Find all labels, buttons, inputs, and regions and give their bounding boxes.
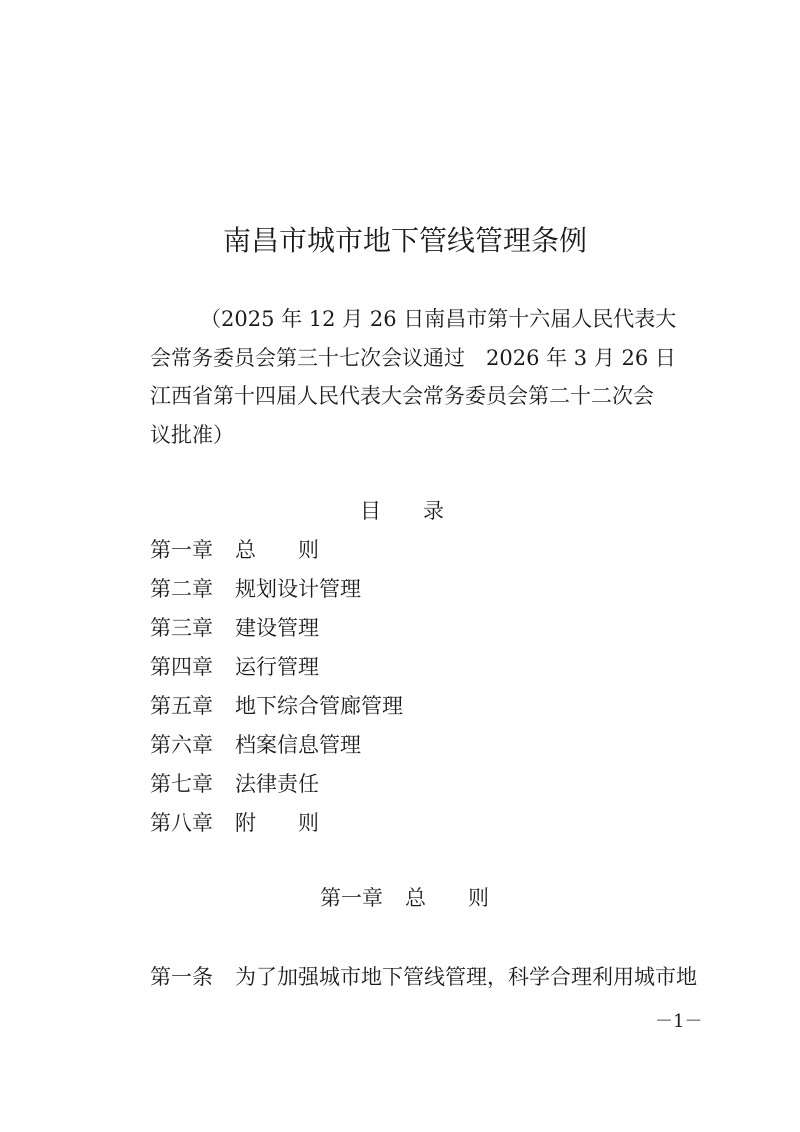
- toc-chapter-number: 第三章: [150, 616, 213, 640]
- toc-chapter-number: 第四章: [150, 655, 213, 679]
- toc-chapter-title: 运行管理: [235, 655, 319, 679]
- toc-item: [150, 808, 690, 847]
- page-number: －1－: [655, 1011, 703, 1032]
- toc-heading-char: 目: [360, 499, 381, 523]
- chapter-number: 第一章: [320, 886, 383, 910]
- article-paragraph: [150, 962, 710, 992]
- toc-item: [150, 691, 690, 730]
- adoption-note-line: 会常务委员会第三十七次会议通过 2026 年 3 月 26 日: [150, 345, 676, 370]
- adoption-note-line: 议批准）: [150, 422, 234, 447]
- adoption-note-line: （2025 年 12 月 26 日南昌市第十六届人民代表大: [200, 307, 677, 331]
- article-text: 为了加强城市地下管线管理，科学合理利用城市地: [235, 965, 697, 989]
- adoption-note: [150, 300, 677, 454]
- toc-chapter-title: 法律责任: [235, 772, 319, 796]
- chapter-title: 总 则: [405, 886, 489, 910]
- toc-item: [150, 730, 690, 769]
- toc-chapter-title: 规划设计管理: [235, 577, 361, 601]
- toc-chapter-number: 第八章: [150, 811, 213, 835]
- toc-item: [150, 769, 690, 808]
- toc-chapter-number: 第五章: [150, 694, 213, 718]
- toc-chapter-title: 建设管理: [235, 616, 319, 640]
- toc-chapter-number: 第六章: [150, 733, 213, 757]
- toc-chapter-number: 第二章: [150, 577, 213, 601]
- toc-chapter-title: 总 则: [235, 538, 319, 562]
- table-of-contents: [150, 535, 690, 847]
- toc-chapter-number: 第一章: [150, 538, 213, 562]
- toc-chapter-title: 地下综合管廊管理: [235, 694, 403, 718]
- article-number: 第一条: [150, 965, 213, 989]
- toc-chapter-title: 档案信息管理: [235, 733, 361, 757]
- document-title: 南昌市城市地下管线管理条例: [222, 224, 587, 257]
- toc-item: [150, 652, 690, 691]
- toc-heading: [360, 496, 444, 526]
- toc-chapter-number: 第七章: [150, 772, 213, 796]
- toc-heading-char: 录: [423, 499, 444, 523]
- toc-item: [150, 535, 690, 574]
- toc-chapter-title: 附 则: [235, 811, 319, 835]
- adoption-note-line: 江西省第十四届人民代表大会常务委员会第二十二次会: [150, 384, 654, 409]
- chapter-heading: [320, 883, 489, 913]
- toc-item: [150, 613, 690, 652]
- toc-item: [150, 574, 690, 613]
